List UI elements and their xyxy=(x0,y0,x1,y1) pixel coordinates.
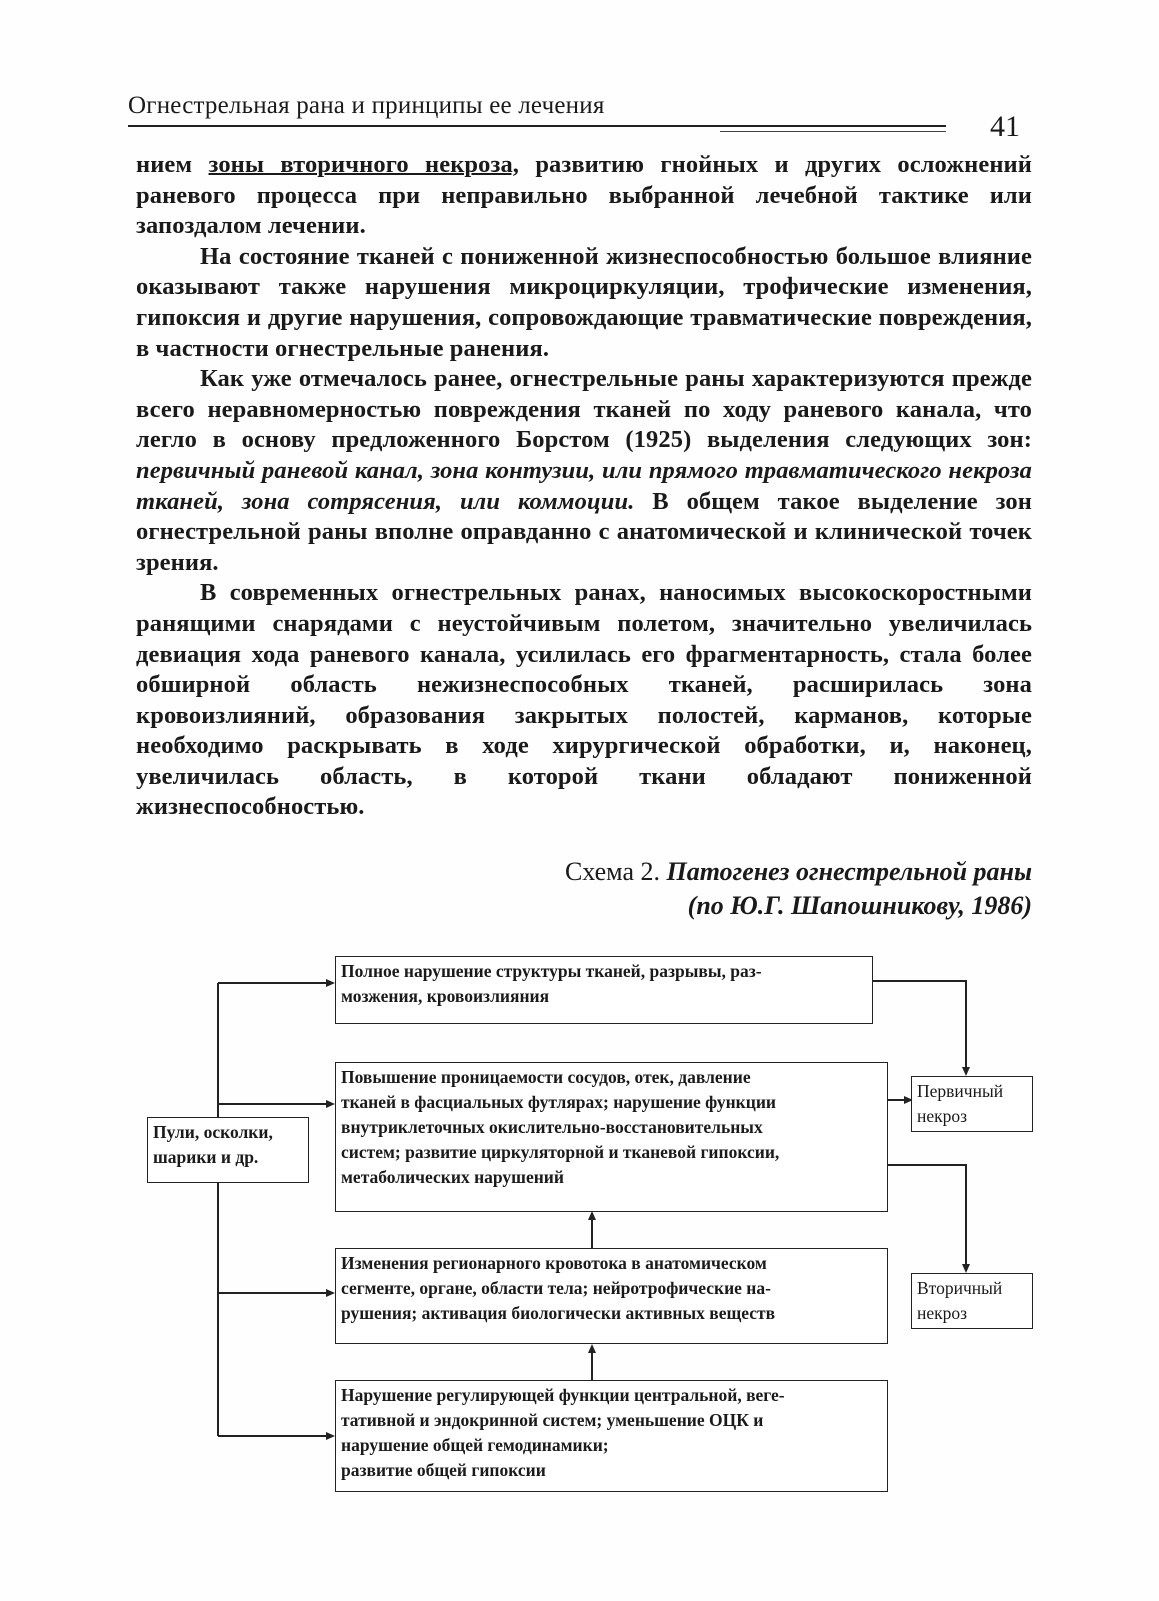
paragraph-2: На состояние тканей с пониженной жизнеспособностью большое влияние оказывают также нарушения микроциркуляции, трофические изменения, гипоксия и другие нарушения, сопровождающие травматические повреждения, в частности огнестрельные ранения. xyxy=(136,242,1032,362)
page-number: 41 xyxy=(990,110,1020,143)
zones-italic: первичный раневой канал, зона контузии, или прямого травматического некроза тканей, зона сотрясения, или коммоции. xyxy=(136,456,1032,515)
scheme-label: Схема 2. xyxy=(564,857,660,886)
underlined-phrase: зоны вторичного некроза, xyxy=(208,151,520,178)
paragraph-1-end: развитию гнойных и других осложнений раневого процесса при неправильно выбранной лечебной тактике или запоздалом лечении. xyxy=(136,151,1032,240)
box-regulatory-dysfunction: Нарушение регулирующей функции центральной, веге- тативной и эндокринной систем; уменьшение ОЦК и нарушение общей гемодинамики; развитие общей гипоксии xyxy=(335,1380,888,1492)
box-tissue-destruction: Полное нарушение структуры тканей, разрывы, раз- мозжения, кровоизлияния xyxy=(335,956,873,1024)
scheme-source: (по Ю.Г. Шапошникову, 1986) xyxy=(687,891,1032,920)
source-box-projectiles: Пули, осколки, шарики и др. xyxy=(147,1117,309,1183)
paragraph-3-end: В общем такое выделение зон огнестрельной раны вполне оправданно с анатомической и клинической точек зрения. xyxy=(136,487,1032,576)
box-regional-blood-flow: Изменения регионарного кровотока в анатомическом сегменте, органе, области тела; нейротрофические на- рушения; активация биологически активных веществ xyxy=(335,1248,888,1344)
paragraph-3-start: Как уже отмечалось ранее, огнестрельные раны характеризуются прежде всего неравномерностью повреждения тканей по ходу раневого канала, что легло в основу предложенного Борстом (1925) выделения следующих зон: xyxy=(136,365,1032,454)
box-vascular-permeability: Повышение проницаемости сосудов, отек, давление тканей в фасциальных футлярах; нарушение функции внутриклеточных окислительно-восстановительных систем; развитие циркуляторной и тканевой гипоксии, метаболических нарушений xyxy=(335,1062,888,1212)
paragraph-4: В современных огнестрельных ранах, наносимых высокоскоростными ранящими снарядами с неустойчивым полетом, значительно увеличилась девиация хода раневого канала, усилилась его фрагментарность, стала более обширной область нежизнеспособных тканей, расширилась зона кровоизлияний, образования закрытых полостей, карманов, которые необходимо раскрывать в ходе хирургической обработки, и, наконец, увеличилась область, в которой ткани обладают пониженной жизнеспособностью. xyxy=(136,579,1032,821)
box-secondary-necrosis: Вторичный некроз xyxy=(911,1273,1033,1329)
scheme-title: Патогенез огнестрельной раны xyxy=(666,857,1032,886)
paragraph-1-start: нием xyxy=(136,151,209,178)
running-header-title: Огнестрельная рана и принципы ее лечения xyxy=(128,92,605,119)
box-primary-necrosis: Первичный некроз xyxy=(911,1076,1033,1132)
